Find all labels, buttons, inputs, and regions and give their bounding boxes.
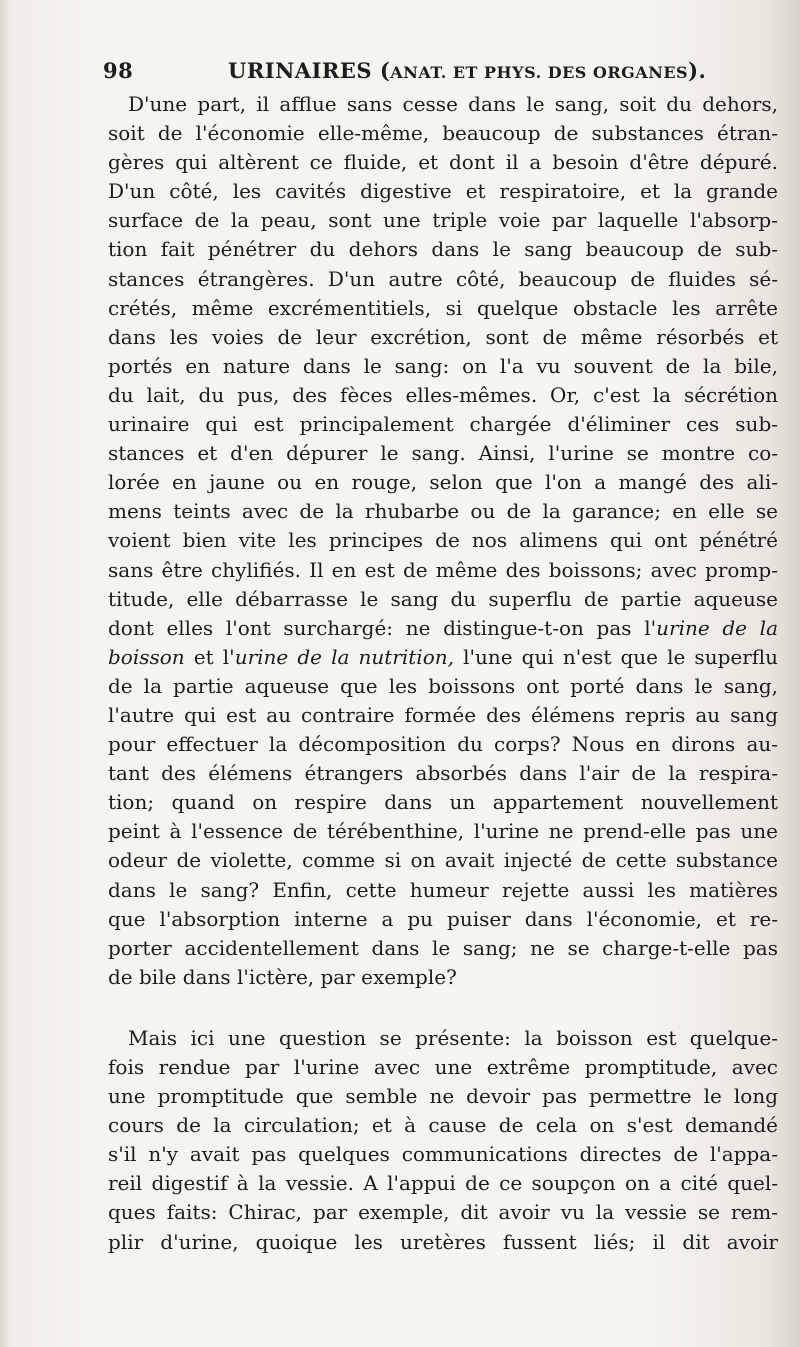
text-line: ques faits: Chirac, par exemple, dit avoir vu la vessie se rem- xyxy=(108,1200,778,1225)
text-line: reil digestif à la vessie. A l'appui de ce soupçon on a cité quel- xyxy=(108,1171,778,1196)
text-line xyxy=(108,643,778,672)
text-line: urinaire qui est principalement chargée d'éliminer ces sub- xyxy=(108,412,778,437)
text-line: fois rendue par l'urine avec une extrême promptitude, avec xyxy=(108,1055,778,1079)
paragraph-gap xyxy=(108,992,778,1024)
text-run: dont elles l'ont surchargé: ne distingue-t-on pas l' xyxy=(108,615,657,640)
text-line: tion; quand on respire dans un appartement nouvellement xyxy=(108,790,778,815)
text-line: tant des élémens étrangers absorbés dans l'air de la respira- xyxy=(108,761,778,786)
text-line: s'il n'y avait pas quelques communications directes de l'appa- xyxy=(108,1142,778,1167)
text-line: stances étrangères. D'un autre côté, beaucoup de fluides sé- xyxy=(108,266,778,291)
text-line: peint à l'essence de térébenthine, l'urine ne prend-elle pas une xyxy=(108,819,778,844)
text-line: tion fait pénétrer du dehors dans le sang beaucoup de sub- xyxy=(108,237,778,262)
text-line: plir d'urine, quoique les uretères fussent liés; il dit avoir xyxy=(108,1229,778,1254)
text-line: titude, elle débarrasse le sang du superflu de partie aqueuse xyxy=(108,586,778,611)
text-line: D'un côté, les cavités digestive et respiratoire, et la grande xyxy=(108,179,778,204)
italic-term: boisson xyxy=(108,644,185,669)
text-line: gères qui altèrent ce fluide, et dont il a besoin d'être dépuré. xyxy=(108,150,778,175)
text-line: Mais ici une question se présente: la boisson est quelque- xyxy=(128,1025,778,1050)
text-line: odeur de violette, comme si on avait injecté de cette substance xyxy=(108,848,778,873)
italic-term: urine de la nutrition, xyxy=(234,644,454,669)
running-title-end: ). xyxy=(688,58,707,83)
page-number: 98 xyxy=(103,58,134,83)
page-gutter xyxy=(0,0,10,1347)
text-line: voient bien vite les principes de nos alimens qui ont pénétré xyxy=(108,528,778,553)
text-run: et l' xyxy=(184,644,235,669)
text-line: l'autre qui est au contraire formée des élémens repris au sang xyxy=(108,702,778,727)
paragraph-1 xyxy=(108,90,778,992)
text-line xyxy=(108,614,778,643)
running-head xyxy=(103,58,707,92)
body-text xyxy=(108,90,778,1257)
text-line: surface de la peau, sont une triple voie par laquelle l'absorp- xyxy=(108,208,778,233)
text-line: portés en nature dans le sang: on l'a vu souvent de la bile, xyxy=(108,353,778,378)
text-line: dans les voies de leur excrétion, sont de même résorbés et xyxy=(108,324,778,349)
text-line: mens teints avec de la rhubarbe ou de la garance; en elle se xyxy=(108,499,778,524)
text-line: que l'absorption interne a pu puiser dans l'économie, et re- xyxy=(108,906,778,931)
text-line: du lait, du pus, des fèces elles-mêmes. Or, c'est la sécrétion xyxy=(108,382,778,407)
text-line: soit de l'économie elle-même, beaucoup de substances étran- xyxy=(108,121,778,146)
text-line: dans le sang? Enfin, cette humeur rejette aussi les matières xyxy=(108,877,778,902)
text-line: stances et d'en dépurer le sang. Ainsi, l'urine se montre co- xyxy=(108,441,778,466)
text-line: sans être chylifiés. Il en est de même des boissons; avec promp- xyxy=(108,557,778,582)
text-line: porter accidentellement dans le sang; ne se charge-t-elle pas xyxy=(108,935,778,960)
text-line: de la partie aqueuse que les boissons ont porté dans le sang, xyxy=(108,673,778,698)
text-line: une promptitude que semble ne devoir pas permettre le long xyxy=(108,1084,778,1109)
paragraph-2 xyxy=(108,1024,778,1257)
running-title-small-caps: ANAT. ET PHYS. DES ORGANES xyxy=(390,63,689,82)
running-title xyxy=(228,58,706,83)
italic-term: urine de la xyxy=(656,615,778,640)
running-title-main: URINAIRES ( xyxy=(228,58,391,83)
text-line: D'une part, il afflue sans cesse dans le sang, soit du dehors, xyxy=(128,92,778,116)
text-line: pour effectuer la décomposition du corps? Nous en dirons au- xyxy=(108,732,778,757)
text-line: cours de la circulation; et à cause de cela on s'est demandé xyxy=(108,1113,778,1138)
text-run: l'une qui n'est que le superflu xyxy=(453,644,778,669)
text-line: crétés, même excrémentitiels, si quelque obstacle les arrête xyxy=(108,295,778,320)
text-line: lorée en jaune ou en rouge, selon que l'on a mangé des ali- xyxy=(108,470,778,495)
text-line: de bile dans l'ictère, par exemple? xyxy=(108,964,457,989)
